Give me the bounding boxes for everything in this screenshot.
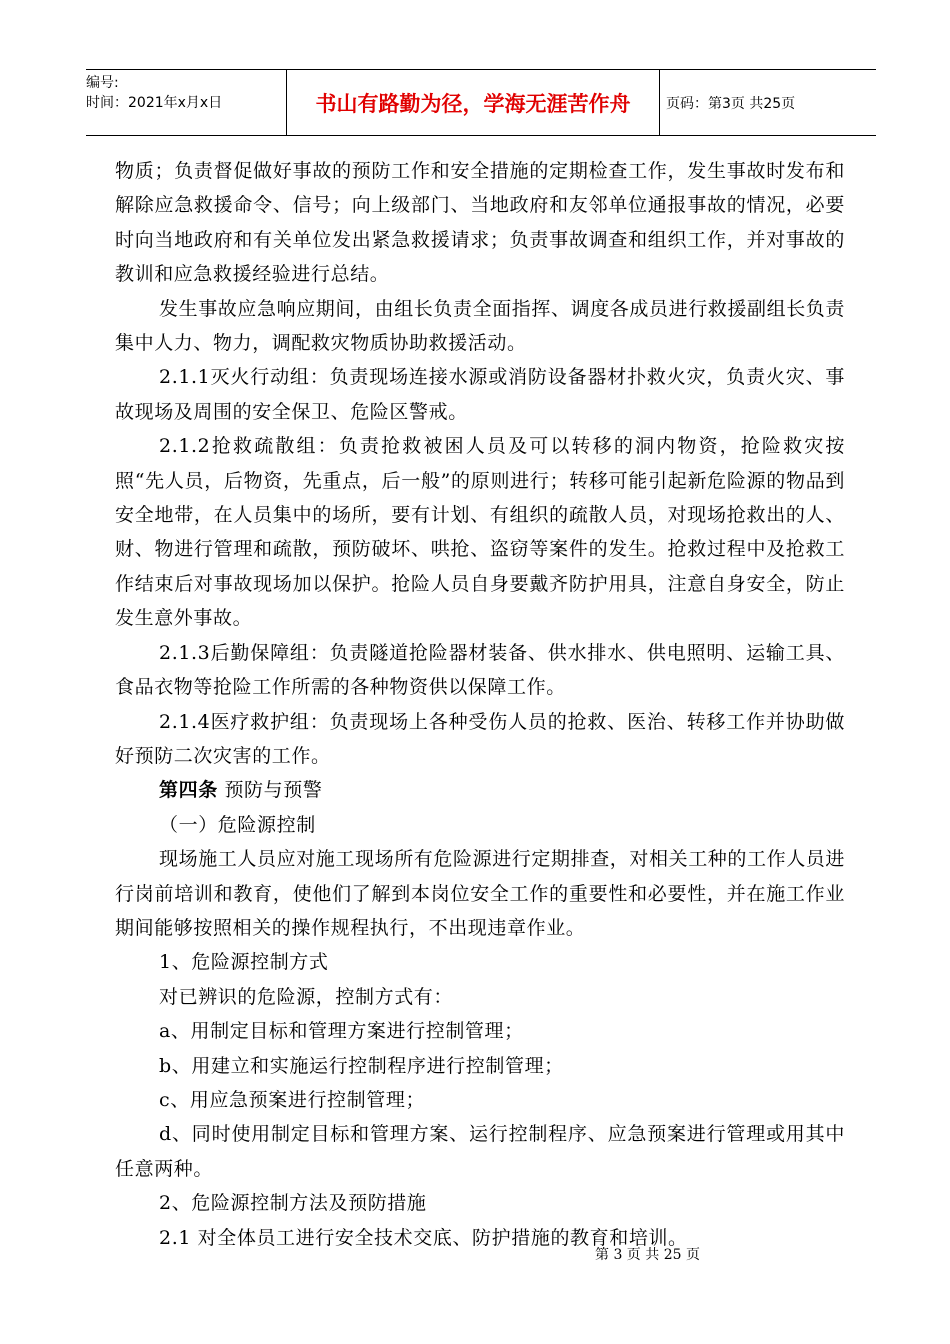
paragraph: 2.1.4医疗救护组：负责现场上各种受伤人员的抢救、医治、转移工作并协助做好预防二次灾害的工作。: [115, 710, 845, 767]
section-heading: （一）危险源控制: [159, 813, 316, 836]
paragraph: 物质；负责督促做好事故的预防工作和安全措施的定期检查工作，发生事故时发布和解除应急救援命令、信号；向上级部门、当地政府和友邻单位通报事故的情况，必要时向当地政府和有关单位发出紧急救援请求；负责事故调查和组织工作，并对事故的教训和应急救援经验进行总结。: [115, 160, 845, 286]
paragraph: 2.1.1灭火行动组：负责现场连接水源或消防设备器材扑救火灾，负责火灾、事故现场及周围的安全保卫、危险区警戒。: [115, 366, 845, 423]
list-item: c、用应急预案进行控制管理；: [159, 1088, 426, 1111]
paragraph: 现场施工人员应对施工现场所有危险源进行定期排查，对相关工种的工作人员进行岗前培训和教育，使他们了解到本岗位安全工作的重要性和必要性，并在施工作业期间能够按照相关的操作规程执行，不出现违章作业。: [115, 848, 846, 939]
paragraph: 发生事故应急响应期间，由组长负责全面指挥、调度各成员进行救援副组长负责集中人力、物力，调配救灾物质协助救援活动。: [115, 297, 846, 355]
list-item: b、用建立和实施运行控制程序进行控制管理；: [159, 1054, 564, 1077]
page-header: [86, 69, 876, 136]
paragraph: 2.1.2抢救疏散组：负责抢救被困人员及可以转移的洞内物资，抢险救灾按照“先人员，后物资，先重点，后一般”的原则进行；转移可能引起新危险源的物品到安全地带，在人员集中的场所，要有计划、有组织的疏散人员，对现场抢救出的人、财、物进行管理和疏散，预防破坏、哄抢、盗窃等案件的发生。抢救过程中及抢救工作结束后对事故现场加以保护。抢险人员自身要戴齐防护用具，注意自身安全，防止发生意外事故。: [115, 435, 845, 630]
page-footer: 第 3 页 共 25 页: [595, 1247, 700, 1263]
article-label: 第四条: [159, 779, 218, 802]
subsection-heading: 2、危险源控制方法及预防措施: [159, 1192, 427, 1215]
header-page-info: 页码：第3页 共25页: [666, 95, 796, 112]
header-meta: [86, 70, 286, 135]
header-motto: 书山有路勤为径，学海无涯苦作舟: [286, 70, 660, 135]
doc-time-label: 时间：2021年x月x日: [86, 95, 223, 111]
list-item: a、用制定目标和管理方案进行控制管理；: [159, 1020, 524, 1043]
doc-number-label: 编号:: [86, 75, 119, 91]
paragraph: 2.1.3后勤保障组：负责隧道抢险器材装备、供水排水、供电照明、运输工具、食品衣物等抢险工作所需的各种物资供以保障工作。: [115, 641, 845, 699]
article-title: 预防与预警: [217, 779, 323, 802]
subsection-heading: 1、危险源控制方式: [159, 951, 329, 974]
paragraph: 2.1 对全体员工进行安全技术交底、防护措施的教育和培训。: [159, 1226, 688, 1249]
paragraph: 对已辨识的危险源，控制方式有：: [159, 985, 454, 1008]
list-item: d、同时使用制定目标和管理方案、运行控制程序、应急预案进行管理或用其中任意两种。: [115, 1123, 845, 1180]
document-body: [115, 154, 845, 1255]
article-heading: [115, 773, 845, 807]
